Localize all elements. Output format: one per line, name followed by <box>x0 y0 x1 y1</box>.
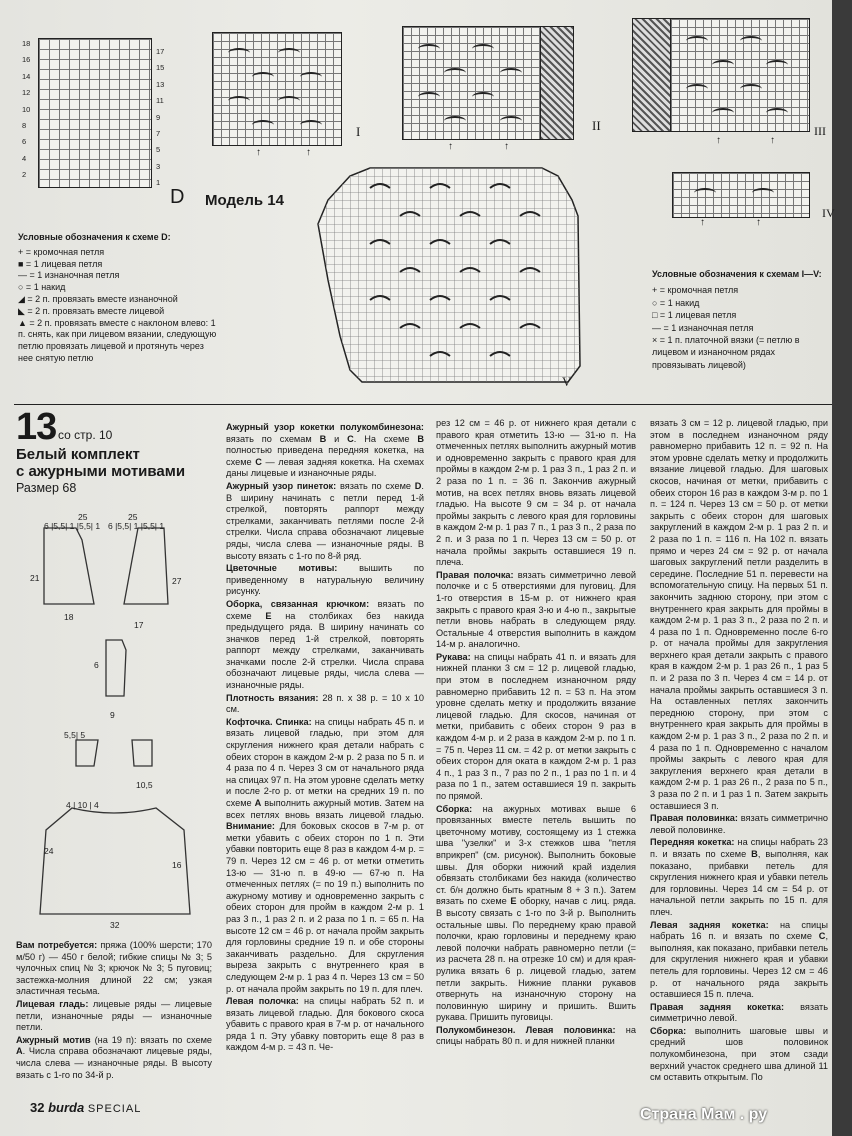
eyelet-mark <box>766 60 788 70</box>
eyelet-mark <box>766 108 788 118</box>
eyelet-mark <box>418 44 440 54</box>
pattern-schematics <box>14 500 212 940</box>
chart-iii-grid <box>670 18 810 132</box>
eyelet-mark <box>228 96 250 106</box>
paragraph: Ажурный узор пинеток: вязать по схеме D. В ширину начинать с петли перед 1-й стрелкой, повторять раппорт между стрелками, заканчивать петлями после 2-й стрелки. Числа справа обозначают лицевые ряды, числа слева — изнаночные ряды. В высоту вязать с 1-го по 8-й ряд. <box>226 480 424 561</box>
eyelet-mark <box>686 36 708 46</box>
dim-body-h: 24 <box>44 846 54 856</box>
eyelet-mark <box>500 116 522 126</box>
dim-yoke-w1: 10,5 <box>136 780 153 790</box>
dim-body-top: 4 | 10 | 4 <box>66 800 99 810</box>
row-number: 9 <box>156 112 161 122</box>
legend-iv-title: Условные обозначения к схемам I—V: <box>652 269 822 279</box>
eyelet-mark <box>278 96 300 106</box>
row-number: 8 <box>22 121 27 131</box>
dim-body-w: 32 <box>110 920 120 930</box>
row-number: 17 <box>156 47 165 56</box>
dim-h1: 21 <box>30 573 40 583</box>
arrow-icon: ↑ <box>716 135 721 146</box>
arrow-icon: ↑ <box>306 147 311 158</box>
legend-item: ◣ = 2 п. провязать вместе лицевой <box>18 305 165 316</box>
dim-top-2b: 6 |5,5| 1 |5,5| 1 <box>108 521 165 531</box>
row-number: 15 <box>156 63 165 73</box>
row-number: 10 <box>22 104 31 114</box>
legend-item: ○ = 1 накид <box>652 297 700 308</box>
legend-item: — = 1 изнаночная петля <box>652 322 754 333</box>
arrow-icon: ↑ <box>756 217 761 228</box>
pattern-size: Размер 68 <box>16 481 77 495</box>
dim-top-1b: 25 <box>128 512 138 522</box>
row-number: 14 <box>22 71 31 81</box>
eyelet-mark <box>300 72 322 82</box>
paragraph: Кофточка. Спинка: на спицы набрать 45 п. и вязать лицевой гладью, при этом для скругления нижнего края детали набрать с обеих сторон в каждом 2-м р. 2 раза по 5 п. и 4 раза по 4 п. Через 3 см от начального ряда на спицах 97 п. На этом уровне сделать метку и после 2-го р. от метки на средних 19 п. по схеме А выполнить ажурный мотив. Затем на всех петлях вновь вязать лицевой гладью. Внимание: Для боковых скосов в 7-м р. от метки убавить с обеих сторон по 1 п. Эти убавки повторить еще 8 раз в каждом 4-м р. = 79 п. Через 12 см = 46 р. от метки отметить 13-ю — 31-ю п. в 49-ю — 67-ю п. На отмеченных петлях (= по 19 п.) выполнить по ажурному мотиву и одновременно закрыть с обеих сторон для пройм в каждом 2-м р. 1 раз 3 п., 1 раз 2 п. и 2 раза по 1 п. = 65 п. На высоте 12 см = 46 р. от начала пройм закрыть для горловины средние 19 п. и обе стороны заканчивать раздельно. Для скругления выреза закрыть с внутреннего края в следующем 2-м р. 1 раз 4 п. Через 13 см = 50 р. от начала пройм закрыть по 19 п. для плеч. <box>226 716 424 994</box>
legend-item: ■ = 1 лицевая петля <box>18 258 103 269</box>
eyelet-mark <box>740 36 762 46</box>
row-number: 6 <box>22 137 27 147</box>
text-column-3 <box>436 418 636 1049</box>
dim-yoke-top: 5,5| 5 <box>64 730 86 740</box>
page-reference: со стр. 10 <box>58 428 113 442</box>
eyelet-mark <box>444 116 466 126</box>
legend-item: × = 1 п. платочной вязки (= петлю в лицевом и изнаночном рядах провязывать лицевой) <box>652 335 800 370</box>
chart-d-row-numbers-left <box>22 36 36 184</box>
paragraph: Правая половинка: вязать симметрично левой половинке. <box>650 813 828 835</box>
page-edge-shadow <box>832 0 852 1136</box>
page-footer <box>30 1100 141 1115</box>
paragraph: Сборка: выполнить шаговые швы и средний шов половинок полукомбинезона, при этом сзади верхний участок среднего шва длиной 11 см оставить открытым. По <box>650 1025 828 1083</box>
paragraph: Полукомбинезон. Левая половинка: на спицы набрать 80 п. и для нижней планки <box>436 1024 636 1047</box>
chart-iii-label: III <box>814 124 826 138</box>
legend-item: ◢ = 2 п. провязать вместе изнаночной <box>18 293 178 304</box>
pattern-title-2: с ажурными мотивами <box>16 463 186 480</box>
paragraph: Плотность вязания: 28 п. х 38 р. = 10 х 10 см. <box>226 692 424 715</box>
eyelet-mark <box>472 44 494 54</box>
row-number: 3 <box>156 161 161 171</box>
pattern-title-1: Белый комплект <box>16 446 140 463</box>
eyelet-mark <box>252 120 274 130</box>
chart-d-grid <box>38 38 152 188</box>
row-number: 16 <box>22 55 31 65</box>
row-number: 1 <box>156 178 161 188</box>
special-label: SPECIAL <box>87 1103 142 1115</box>
arrow-icon: ↑ <box>770 135 775 146</box>
row-number: 18 <box>22 39 31 48</box>
row-number: 4 <box>22 153 27 163</box>
eyelet-mark <box>278 48 300 58</box>
paragraph: Вам потребуется: пряжа (100% шерсти; 170 м/50 г) — 450 г белой; гибкие спицы № 3; 5 чулочных спиц № 3; крючок № 3; 5 пуговиц; застежка-молния длиной 22 см; узкая эластичная тесьма. <box>16 940 212 997</box>
text-column-2 <box>226 422 424 1055</box>
paragraph: Лицевая гладь: лицевые ряды — лицевые петли, изнаночные ряды — изнаночные петли. <box>16 998 212 1033</box>
row-number: 7 <box>156 129 161 139</box>
eyelet-mark <box>500 68 522 78</box>
legend-d-title: Условные обозначения к схеме D: <box>18 232 171 242</box>
paragraph: Левая задняя кокетка: на спицы набрать 16 п. и вязать по схеме С, выполняя, как показано, прибавки петель для скругления нижнего края и убавки петель для горловины. Через 12 см = 46 р. от начального ряда закрыть оставшиеся 15 п. плеча. <box>650 919 828 1000</box>
eyelet-mark <box>740 84 762 94</box>
dim-top-2: 6 |5,5| 1 |5,5| 1 <box>44 521 101 531</box>
row-number: 13 <box>156 79 165 89</box>
eyelet-mark <box>472 92 494 102</box>
watermark: Страна Мам . ру <box>640 1106 768 1123</box>
dim-w1: 18 <box>64 612 74 622</box>
chart-iv-grid <box>672 172 810 218</box>
chart-d-row-numbers-right <box>156 44 170 192</box>
text-column-4 <box>650 418 828 1085</box>
paragraph: Левая полочка: на спицы набрать 52 п. и вязать лицевой гладью. Для бокового скоса убавить с правого края в 7-м р. от начального ряда 1 п. Эту убавку повторить еще 8 раз в каждом 4-м р. = 43 п. Че- <box>226 996 424 1053</box>
chart-iii-hatched-block <box>632 18 672 132</box>
row-number: 5 <box>156 145 161 155</box>
dim-h2: 27 <box>172 576 182 586</box>
paragraph: Передняя кокетка: на спицы набрать 23 п. и вязать по схеме В, выполняя, как показано, прибавки петель для скругления нижнего края и убавки петель для горловины. Через 14 см = 54 р. от начальной петли закрыть по 15 п. для плеч. <box>650 837 828 917</box>
dim-sleeve-top: 6 <box>94 660 99 670</box>
legend-item: + = кромочная петля <box>18 246 105 257</box>
eyelet-mark <box>686 84 708 94</box>
chart-ii-hatched-block <box>540 26 574 140</box>
arrow-icon: ↑ <box>448 141 453 152</box>
row-number: 2 <box>22 170 27 180</box>
eyelet-mark <box>752 188 774 198</box>
eyelet-mark <box>712 108 734 118</box>
legend-item: + = кромочная петля <box>652 285 739 296</box>
eyelet-mark <box>252 72 274 82</box>
chart-i-label: I <box>356 124 361 139</box>
arrow-icon: ↑ <box>700 217 705 228</box>
eyelet-mark <box>300 120 322 130</box>
paragraph: Ажурный мотив (на 19 п): вязать по схеме А. Числа справа обозначают лицевые ряды, числа слева — изнаночные ряды. В высоту вязать с 1-го по 34-й р. <box>16 1034 212 1080</box>
dim-body-h2: 16 <box>172 860 182 870</box>
eyelet-mark <box>228 48 250 58</box>
pattern-number: 13 <box>16 406 57 448</box>
eyelet-mark <box>444 68 466 78</box>
brand-logo: burda <box>48 1100 85 1115</box>
page-number: 32 <box>30 1100 45 1115</box>
row-number: 12 <box>22 88 31 98</box>
section-divider <box>14 404 832 405</box>
legend-iv <box>652 268 828 371</box>
legend-item: ▲ = 2 п. провязать вместе с наклоном влево: 1 п. снять, как при лицевом вязании, следующую петлю провязать лицевой и протянуть через нее снятую петлю <box>18 317 217 363</box>
arrow-icon: ↑ <box>504 141 509 152</box>
text-column-1 <box>16 940 212 1082</box>
paragraph: Цветочные мотивы: вышить по приведенному в натуральную величину рисунку. <box>226 563 425 597</box>
eyelet-mark <box>694 188 716 198</box>
paragraph: рез 12 см = 46 р. от нижнего края детали с правого края отметить 13-ю — 31-ю п. На отмеченных петлях выполнить ажурный мотив и одновременно закрыть с правого края для проймы в каждом 2-м р. 1 раз 3 п., 1 раз 2 п. и 2 раза по 1 п. = 36 п. Закончив ажурный мотив, на всех петлях вновь вязать лицевой гладью. На высоте 9 см = 34 р. от начала проймы закрыть с левого края для горловины в каждом 2-м р. 1 раз 7 п., 1 раз 3 п., 2 раза по 2 п. и 3 раза по 1 п. Через 13 см = 50 р. от начала проймы закрыть оставшиеся 19 п. плеча. <box>436 418 636 568</box>
model-title: Модель 14 <box>205 192 284 209</box>
dim-sleeve-w: 9 <box>110 710 115 720</box>
chart-d-label: D <box>170 186 185 208</box>
dim-top-1: 25 <box>78 512 88 522</box>
paragraph: Оборка, связанная крючком: вязать по схеме Е на столбиках без накида предыдущего ряда. В ширину начинать со значков перед 1-й стрелкой, повторять раппорт между стрелками, заканчивать значками после 2-й стрелки. Числа справа обозначают лицевые ряды, числа слева — изнаночные ряды. <box>226 598 424 691</box>
legend-item: — = 1 изнаночная петля <box>18 270 120 281</box>
arrow-icon: ↑ <box>256 147 261 158</box>
chart-v-label: V <box>562 374 572 389</box>
paragraph: Правая полочка: вязать симметрично левой полочке и с 5 отверстиями для пуговиц. Для 1-го отверстия в 15-м р. от нижнего края закрыть с правого края 3-ю и 4-ю п., закрытые петли вновь набрать в следующем ряду. Остальные 4 отверстия выполнить в каждом 14-м р. аналогично. <box>436 569 636 650</box>
chart-v-shape <box>310 160 600 392</box>
row-numbers <box>22 36 36 184</box>
row-number: 11 <box>156 96 164 106</box>
paragraph: Сборка: на ажурных мотивах выше 6 провязанных вместе петель вышить по цветочному мотиву, состоящему из 1 стежка шва "узелки" и 3-х стежков шва "петля вприкреп" (см. рисунок). Выполнить боковые швы. Для оборки нижний край изделия обвязать столбиками без накида (количество ст. б/н должно быть кратным 8 + 3 п.). Затем вязать по схеме Е оборку, начав с лиц. ряда. В высоту связать с 1-го по 3-й р. Выполнить остальные швы. По переднему краю правой полочки, краю горловины и переднему краю левой полочки набрать равномерно петли (= из расчета 28 п. на отрезке 10 см) и для края-рулика вязать 6 р. лицевой гладью, затем петли закрыть. Нижние планки рукавов отвернуть на изнаночную сторону на половинную ширину и пришить. Вшить рукава. Пришить пуговицы. <box>436 803 636 1023</box>
chart-ii-label: II <box>592 118 601 133</box>
paragraph: вязать 3 см = 12 р. лицевой гладью, при этом в последнем изнаночном ряду равномерно прибавить 12 п. = 92 п. На этом уровне сделать метку и продолжить вязание лицевой гладью. Для шаговых скосов, начиная от метки, прибавить с обеих сторон 16 раз в каждом 3-м р. по 1 п. = 124 п. Через 13 см = 50 р. от метки закрыть с обеих сторон для шаговых закруглений в каждом 2-м р. 1 раз 2 п. и 2 раза по 1 п. = 116 п. На 102 п. вязать прямо и через 24 см = 92 р. от начала шаговых закруглений петли разделить в середине. Последние 51 п. перевести на вспомогательную спицу. На первых 51 п. закончить заднюю сторону, при этом с внутреннего края закрыть для проймы в каждом 2-м р. 1 раз 3 п., 2 раза по 2 п. и 4 раза по 1 п. Одновременно после 6-го р. от начала проймы для закругления верхнего края детали закрыть с правого края в каждом 2-м р. 1 раз 26 п., 1 раз 5 п. и 2 раза по 3 п. Через 4 см = 14 р. от начала проймы закрыть оставшиеся 3 п. На оставленных петлях закончить переднюю сторону, при этом с внутреннего края закрыть для проймы в каждом 2-м р. 1 раз 3 п., 2 раза по 2 п. и 4 раза по 1 п. Одновременно с началом проймы закрыть с левого края для закругления верхнего края детали в каждом 2-м р. 1 раз 26 п., 2 раза по 5 п., 3 раза по 2 п. и 1 раз 1 п. Затем закрыть оставшиеся 3 п. <box>650 418 828 811</box>
paragraph: Ажурный узор кокетки полукомбинезона: вязать по схемам В и С. На схеме В полностью приведена передняя кокетка, на схеме С — левая задняя кокетка. На схемах даны лицевые и изнаночные ряды. <box>226 422 424 479</box>
legend-item: □ = 1 лицевая петля <box>652 310 737 321</box>
paragraph: Правая задняя кокетка: вязать симметрично левой. <box>650 1001 828 1024</box>
dim-w2: 17 <box>134 620 144 630</box>
row-numbers <box>156 44 170 192</box>
chart-iv-label: IV <box>822 206 835 220</box>
legend-item: ○ = 1 накид <box>18 282 66 293</box>
eyelet-mark <box>418 92 440 102</box>
legend-d <box>18 232 218 365</box>
paragraph: Рукава: на спицы набрать 41 п. и вязать для нижней планки 3 см = 12 р. лицевой гладью, при этом в последнем изнаночном ряду равномерно прибавить 12 п. = 53 п. На этом уровне сделать метку и продолжить вязание лицевой гладью. Для скосов, начиная от метки, прибавить с обеих сторон 9 раз в каждом 4-м р. и 2 раза в каждом 2-м р. по 1 п. = 75 п. Через 11 см. = 42 р. от метки закрыть с обеих сторон для оката в каждом 2-м р. 1 раз 4 п., 1 раз 3 п., 7 раз по 2 п., 1 раз по 1 п. и 4 раза по 1 п., затем оставшиеся 19 п. закрыть по прямой. <box>436 651 636 801</box>
eyelet-mark <box>712 60 734 70</box>
